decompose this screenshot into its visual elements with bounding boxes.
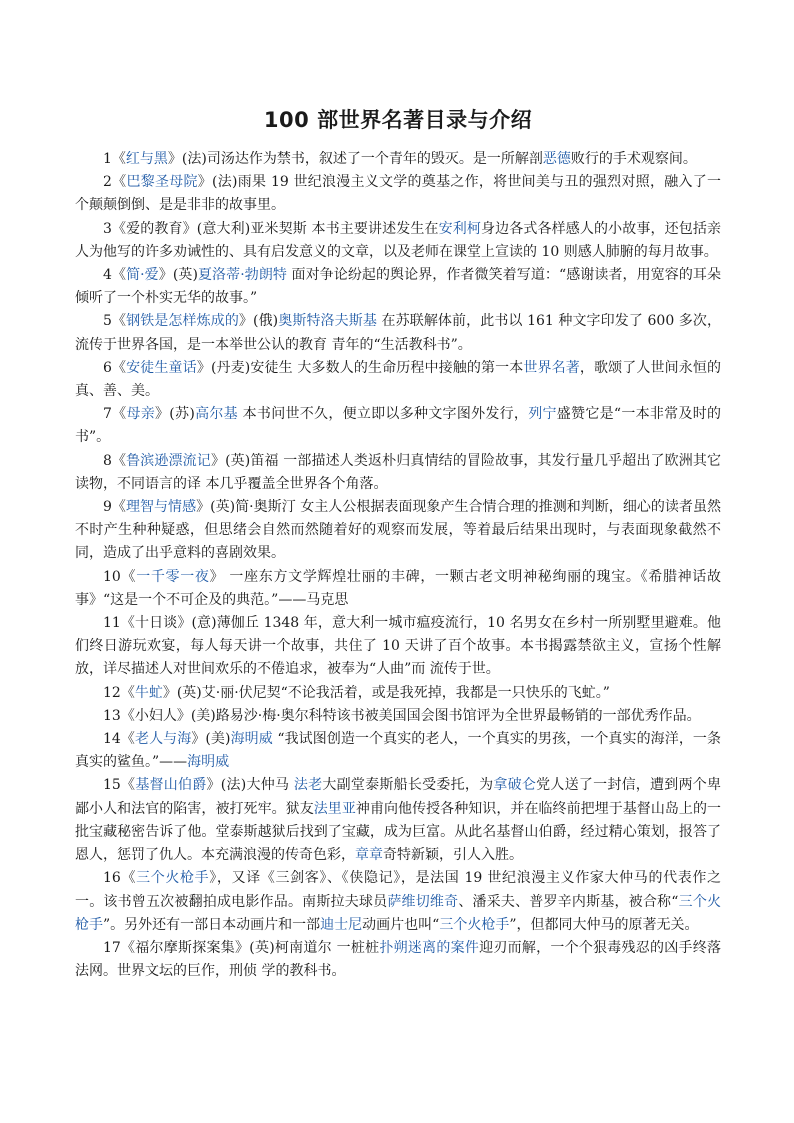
entry-text: 15《: [103, 777, 136, 794]
entry-link[interactable]: 海明威: [187, 754, 230, 771]
entry-text: 动画片也叫“: [362, 916, 440, 933]
entry-text: 9《: [103, 499, 126, 516]
book-entry: [75, 682, 721, 705]
entry-text: 》(英): [158, 267, 198, 284]
page-title: 100 部世界名著目录与介绍: [263, 108, 533, 132]
book-entry: [75, 357, 721, 403]
entry-link[interactable]: 法老: [293, 777, 323, 794]
entry-link[interactable]: 夏洛蒂·勃朗特: [197, 267, 287, 284]
entry-text: 》(法)雨果 19 世纪浪漫主义文学的奠基之作，将世间美与丑的强烈对照，融入了一个颠颠倒倒、是是非非的故事里。: [75, 174, 722, 214]
entry-link[interactable]: 安利柯: [438, 220, 481, 237]
book-entry: [75, 403, 721, 449]
entry-text: 败行的手术观察间。: [570, 151, 697, 167]
entry-text: 》(英)艾·丽·伏尼契“不论我活着，或是我死掉，我都是一只快乐的飞虻。”: [162, 684, 610, 701]
entry-text: 大副堂泰斯船长受委托，为: [322, 777, 494, 794]
entry-text: 、潘采夫、普罗辛内斯基，被合称“: [458, 893, 679, 910]
entry-text: 13《小妇人》(美)路易沙·梅·奥尔科特该书被美国国会图书馆评为全世界最畅销的一部优秀作品。: [103, 707, 701, 724]
entry-link[interactable]: 巴黎圣母院: [126, 174, 198, 191]
entry-text: 党人送了一封信，遭到两个卑鄙小人和法官的陷害，被打死牢。狱友: [75, 777, 722, 817]
entry-link[interactable]: 海明威: [230, 731, 273, 748]
entry-text: 》(英)简·奥斯汀 女主人公根据表面现象产生合情合理的推测和判断，细心的读者虽然不时产生种种疑惑，但思绪会自然而然随着好的观察而发展，等着最后结果出现时，与表面现象截然不同，造成了出乎意料的喜剧效果。: [75, 499, 721, 562]
book-entry: [75, 264, 721, 310]
entry-text: 4《: [103, 267, 127, 284]
entry-link[interactable]: 红与黑: [125, 151, 168, 167]
entry-link[interactable]: 世界名著: [523, 359, 580, 376]
entry-text: 盛赞它是“一本非常及时的书”。: [75, 406, 721, 446]
entry-text: 10《: [103, 568, 137, 585]
entry-text: 》，又译《三剑客》、《侠隐记》，是法国 19 世纪浪漫主义作家大仲马的代表作之一。该书曾五次被翻拍成电影作品。南斯拉夫球员: [75, 870, 721, 910]
entry-text: 1《: [103, 151, 126, 167]
entry-link[interactable]: 奥斯特洛夫斯基: [278, 313, 377, 330]
entry-link[interactable]: 高尔基: [194, 406, 238, 423]
entry-text: ”，但都同大仲马的原著无关。: [509, 916, 699, 933]
entry-text: 奇特新颖，引人入胜。: [383, 847, 523, 864]
entry-link[interactable]: 牛虻: [134, 684, 163, 701]
entry-link[interactable]: 恶德: [542, 151, 571, 167]
entry-text: 》(美): [191, 731, 231, 748]
entry-text: ”。另外还有一部日本动画片和一部: [103, 916, 321, 933]
document-page: [75, 104, 721, 983]
entry-text: 14《: [103, 731, 135, 748]
entry-text: 12《: [103, 684, 135, 701]
entry-link[interactable]: 章章: [355, 847, 383, 864]
entry-text: 神甫向他传授各种知识，并在临终前把埋于基督山岛上的一批宝藏秘密告诉了他。堂泰斯越狱后找到了宝藏，成为巨富。从此名基督山伯爵，经过精心策划，报答了恩人，惩罚了仇人。本充满浪漫的传奇色彩，: [75, 800, 722, 864]
book-entry: [75, 566, 721, 612]
entry-link[interactable]: 列宁: [528, 406, 557, 423]
entry-text: ，歌颂了人世间永恒的真、善、美。: [75, 359, 722, 400]
entry-text: 迎刃而解，一个个狠毒残忍的凶手终落法网。世界文坛的巨作，刑侦 学的教科书。: [75, 939, 722, 980]
entry-text: 面对争论纷起的舆论界，作者微笑着写道：“感谢读者，用宽容的耳朵倾听了一个朴实无华的故事。”: [75, 267, 721, 307]
entry-text: 》(丹麦)安徒生 大多数人的生命历程中接触的第一本: [196, 359, 524, 376]
entry-link[interactable]: 拿破仑: [493, 777, 537, 794]
entry-text: 》(法)司汤达作为禁书，叙述了一个青年的毁灭。是一所解剖: [167, 151, 543, 167]
entry-link[interactable]: 钢铁是怎样炼成的: [126, 313, 239, 330]
entry-link[interactable]: 一千零一夜: [136, 568, 210, 585]
entry-text: 2《: [103, 174, 127, 191]
entry-text: “我试图创造一个真实的老人，一个真实的男孩，一个真实的海洋，一条真实的鲨鱼。”——: [75, 731, 721, 771]
book-entry: [75, 218, 721, 264]
entry-text: 本书问世不久，便立即以多种文字图外发行，: [237, 406, 529, 423]
book-entry: [75, 450, 721, 496]
book-entry: [75, 496, 721, 566]
entry-link[interactable]: 三个火枪手: [439, 916, 510, 933]
entry-text: 3《爱的教育》(意大利)亚米契斯 本书主要讲述发生在: [103, 220, 439, 237]
book-entry: [75, 612, 721, 682]
entries-list: [75, 148, 721, 983]
entry-link[interactable]: 母亲: [126, 406, 156, 423]
entry-link[interactable]: 理智与情感: [125, 499, 197, 516]
book-entry: [75, 937, 721, 983]
entry-text: 》(苏): [155, 406, 195, 423]
entry-text: 》(英)笛福 一部描述人类返朴归真情结的冒险故事，其发行量几乎超出了欧洲其它读物，不同语言的译 本几乎覆盖全世界各个角落。: [75, 452, 721, 492]
entry-text: 在苏联解体前，此书以 161 种文字印发了 600 多次，流传于世界各国，是一本举世公认的教育 青年的“生活教科书”。: [75, 313, 721, 353]
entry-link[interactable]: 鲁滨逊漂流记: [126, 452, 211, 469]
book-entry: [75, 310, 721, 356]
book-entry: [75, 148, 721, 171]
entry-text: 16《: [103, 870, 137, 887]
entry-link[interactable]: 三个火枪手: [136, 870, 210, 887]
entry-link[interactable]: 法里亚: [313, 800, 356, 817]
entry-link[interactable]: 安徒生童话: [126, 359, 197, 376]
entry-link[interactable]: 扑朔迷离的案件: [379, 939, 480, 956]
book-entry: [75, 705, 721, 728]
entry-text: 11《十日谈》(意)薄伽丘 1348 年，意大利一城市瘟疫流行，10 名男女在乡村一所别墅里避难。他们终日游玩欢宴，每人每天讲一个故事，共住了 10 天讲了百个故事。本书揭露禁欲主义，宣扬个性解放，详尽描述人对世间欢乐的不倦追求，被奉为“人曲”而 流传于世。: [75, 615, 721, 678]
entry-text: 》(法)大仲马: [206, 777, 294, 794]
book-entry: [75, 171, 721, 217]
entry-link[interactable]: 基督山伯爵: [135, 777, 207, 794]
entry-text: 8《: [103, 452, 127, 469]
book-entry: [75, 728, 721, 774]
entry-link[interactable]: 迪士尼: [320, 916, 363, 933]
entry-text: 5《: [103, 313, 127, 330]
entry-text: 17《福尔摩斯探案集》(英)柯南道尔 一桩桩: [103, 939, 380, 956]
entry-text: 6《: [103, 359, 127, 376]
entry-link[interactable]: 简·爱: [126, 267, 159, 284]
entry-text: 7《: [103, 406, 127, 423]
book-entry: [75, 774, 721, 867]
entry-text: 》(俄): [238, 313, 279, 330]
entry-link[interactable]: 老人与海: [134, 731, 192, 748]
book-entry: [75, 867, 721, 937]
entry-link[interactable]: 三个火枪手: [75, 893, 722, 933]
entry-text: 身边各式各样感人的小故事，还包括亲人为他写的许多劝诫性的、具有启发意义的文章，以及老师在课堂上宣读的 10 则感人肺腑的每月故事。: [75, 220, 722, 260]
entry-link[interactable]: 萨维切维奇: [387, 893, 459, 910]
entry-text: 》 一座东方文学辉煌壮丽的丰碑，一颗古老文明神秘绚丽的瑰宝。《希腊神话故事》“这是一个不可企及的典范。”——马克思: [75, 568, 721, 608]
